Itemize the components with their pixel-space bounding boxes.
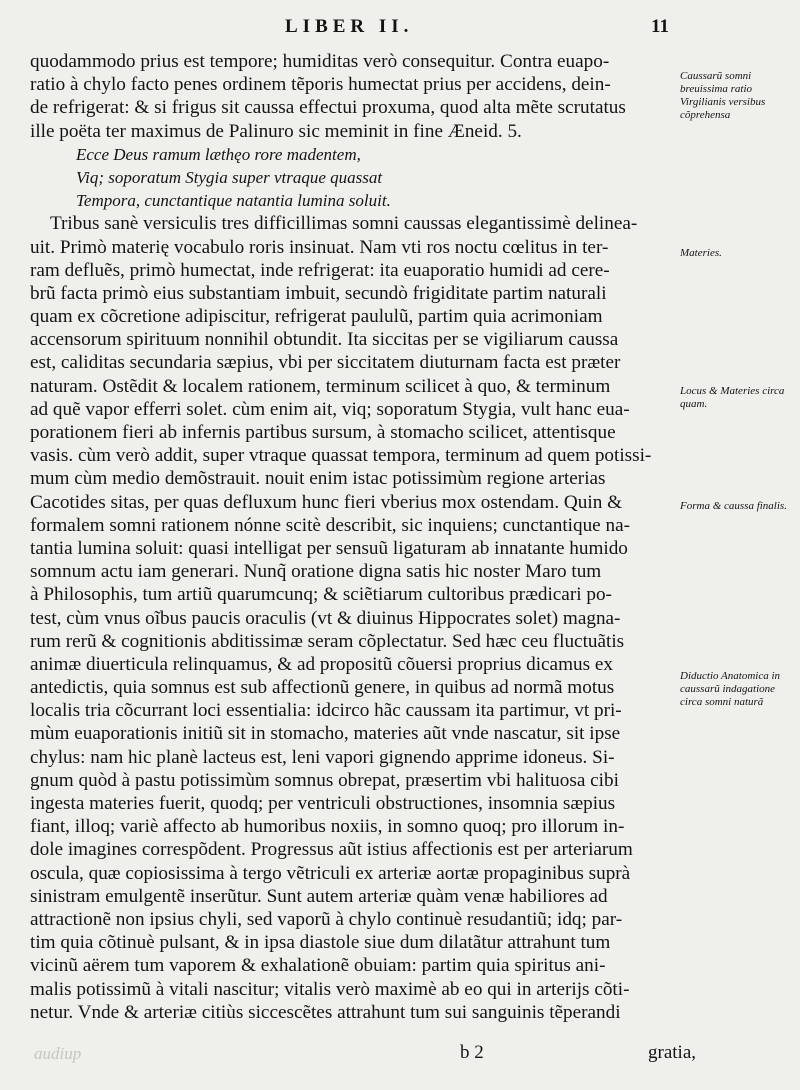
text-line: mùm euaporationis initiũ sit in stomacho, materies aũt vnde nascatur, sit ipse xyxy=(30,723,621,745)
text-line: chylus: nam hic planè lacteus est, leni vapori gignendo apprime idoneus. Si- xyxy=(30,746,615,768)
verse-line: Tempora, cunctantique natantia lumina soluit. xyxy=(76,191,391,211)
text-line: tantia lumina soluit: quasi intelligat per sensuũ ligaturam ab innatante humido xyxy=(30,537,628,559)
text-line: antedictis, quia somnus est sub affectionũ genere, in quibus ad normã motus xyxy=(30,677,615,699)
text-line: accensorum spirituum nonnihil obtundit. Ita siccitas per se vigiliarum caussa xyxy=(30,329,619,351)
text-line: netur. Vnde & arteriæ citiùs siccescẽtes attrahunt tum sui sanguinis tẽperandi xyxy=(30,1001,621,1023)
text-line: tim quia cõtinuè pulsant, & in ipsa diastole siue dum dilatãtur attrahunt tum xyxy=(30,932,611,954)
text-line: est, caliditas secundaria sæpius, vbi per siccitatem diuturnam facta est præter xyxy=(30,352,621,374)
text-line: dole imagines correspõdent. Progressus aũt istius affectionis est per arteriarum xyxy=(30,839,633,861)
text-line: vicinũ aërem tum vaporem & exhalationẽ obuiam: partim quia spiritus ani- xyxy=(30,955,606,977)
catchword: gratia, xyxy=(648,1042,697,1063)
text-line: Cacotides sitas, per quas defluxum hunc fieri vberius mox ostendam. Quin & xyxy=(30,491,623,513)
text-line: porationem fieri ab infernis partibus sursum, à stomacho scilicet, attentisque xyxy=(30,422,616,443)
text-line: naturam. Ostẽdit & localem rationem, terminum scilicet à quo, & terminum xyxy=(30,375,611,397)
margin-note-locus: Locus & Materies circa quam. xyxy=(680,385,785,410)
main-text-block xyxy=(30,50,678,1024)
text-line: localis tria cõcurrant loci essentialia: idcirco hãc caussam ita partimur, vt pri- xyxy=(30,700,622,722)
text-line: uit. Primò materię vocabulo roris insinuat. Nam vti ros noctu cœlitus in ter- xyxy=(30,236,609,258)
text-line: test, cùm vnus oĩbus paucis oraculis (vt & diuinus Hippocrates solet) magna- xyxy=(30,607,621,629)
text-line: formalem somni rationem nónne scitè describit, sic inquiens; cunctantique na- xyxy=(30,514,630,536)
folio-number: 11 xyxy=(651,16,669,37)
margin-note-caussarum: Caussarũ somni breuissima ratio Virgilianis versibus cõprehensa xyxy=(680,70,766,121)
text-line: à Philosophis, tum artiũ quarumcunq; & sciẽtiarum cultoribus prædicari po- xyxy=(30,584,612,606)
text-line: sinistram emulgentẽ inserũtur. Sunt autem arteriæ quàm venæ habiliores ad xyxy=(30,885,608,907)
text-line: quam ex cõcretione adipiscitur, refrigerat paululũ, partim quia acrimoniam xyxy=(30,306,603,328)
text-line: animæ diuerticula relinquamus, & ad propositũ cõuersi proprius dicamus ex xyxy=(30,653,613,675)
text-line: gnum quòd à pastu potissimùm somnus obrepat, præsertim vbi halituosa cibi xyxy=(30,769,619,791)
text-line: ratio à chylo facto penes ordinem tẽporis humectat prius per accidens, dein- xyxy=(30,74,611,96)
text-line: quodammodo prius est tempore; humiditas verò consequitur. Contra euapo- xyxy=(30,51,610,72)
text-line: ram defluẽs, primò humectat, inde refrigerat: ita euaporatio humidi ad cere- xyxy=(30,259,610,281)
text-line: somnum actu iam generari. Nunq̃ oratione digna satis hic noster Maro tum xyxy=(30,561,602,583)
verse-line: Ecce Deus ramum læthęo rore madentem, xyxy=(76,144,361,164)
verse-line: Viq; soporatum Stygia super vtraque quassat xyxy=(76,167,383,187)
text-line: attractionẽ non ipsius chyli, sed vaporũ à chylo continuè resudantiũ; idq; par- xyxy=(30,908,623,930)
text-line: ad quẽ vapor efferri solet. cùm enim ait, viq; soporatum Stygia, vult hanc eua- xyxy=(30,398,630,420)
page-footer xyxy=(0,1040,800,1070)
running-header xyxy=(0,16,800,42)
text-line: rum rerũ & cognitionis abditissimæ seram cõplectatur. Sed hæc ceu fluctuãtis xyxy=(30,630,625,652)
text-line: de refrigerat: & si frigus sit caussa effectui proxuma, quod alta mẽte scrutatus xyxy=(30,97,626,119)
text-line: Tribus sanè versiculis tres difficillimas somni caussas elegantissimè delinea- xyxy=(50,213,638,235)
text-line: mum cùm medio demõstrauit. nouit enim istac potissimùm regione arterias xyxy=(30,468,606,490)
text-line: oscula, quæ copiosissima à tergo vẽtriculi ex arteriæ aortæ propaginibus suprà xyxy=(30,862,631,884)
text-line: malis potissimũ à vitali nascitur; vitalis verò maximè ab eo qui in arterijs cõti- xyxy=(30,978,630,1000)
text-line: vasis. cùm verò addit, super vtraque quassat tempora, terminum ad quem potissi- xyxy=(30,445,652,467)
margin-note-diductio: Diductio Anatomica in caussarũ indagatione circa somni naturã xyxy=(680,670,781,708)
show-through-text: audiup xyxy=(34,1044,82,1063)
text-line: ingesta materies fuerit, quodq; per ventriculi obstructiones, insomnia sæpius xyxy=(30,793,616,814)
signature-mark: b 2 xyxy=(460,1042,484,1063)
text-line: brũ facta primò eius substantiam imbuit, secundò frigiditate partim naturali xyxy=(30,282,607,304)
margin-note-forma: Forma & caussa finalis. xyxy=(680,500,787,512)
text-line: fiant, illoq; variè affecto ab humoribus noxiis, in somno quoq; pro illorum in- xyxy=(30,816,625,838)
margin-note-materies: Materies. xyxy=(680,247,722,259)
text-line: ille poëta ter maximus de Palinuro sic meminit in fine Æneid. 5. xyxy=(30,120,522,142)
running-title: LIBER II. xyxy=(285,16,414,37)
